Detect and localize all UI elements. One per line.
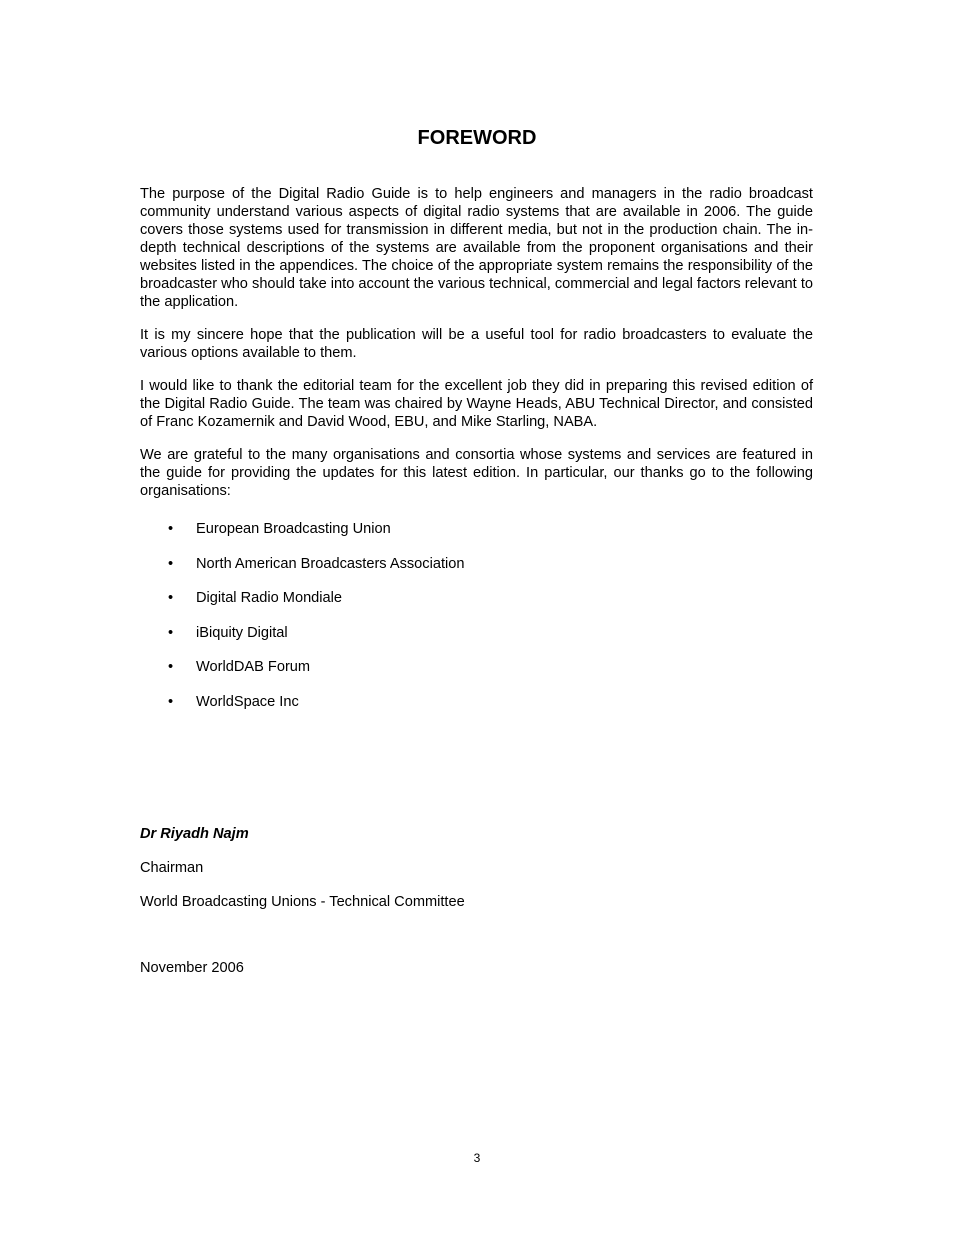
organisation-name: WorldDAB Forum — [196, 659, 311, 675]
document-date: November 2006 — [140, 960, 244, 976]
organisation-name: WorldSpace Inc — [196, 693, 299, 710]
paragraph-hope: It is my sincere hope that the publication will be a useful tool for radio broadcasters to evaluate the various options available to them. — [140, 327, 813, 361]
list-item — [140, 520, 813, 538]
organisation-list — [140, 520, 813, 711]
paragraph-thanks-organisations: We are grateful to the many organisations and consortia whose systems and services are featured in the guide for providing the updates for this latest edition. In particular, our thanks go to the following organisations: — [140, 447, 813, 499]
organisation-name: European Broadcasting Union — [196, 521, 391, 537]
bullet-icon: • — [168, 555, 174, 572]
bullet-icon: • — [168, 590, 174, 606]
bullet-icon: • — [168, 521, 174, 537]
paragraph-purpose: The purpose of the Digital Radio Guide is to help engineers and managers in the radio broadcast community understand various aspects of digital radio systems that are available in 2006. The guide covers those systems used for transmission in different media, but not in the production chain. The in-depth technical descriptions of the systems are available from the proponent organisations and their websites listed in the appendices. The choice of the appropriate system remains the responsibility of the broadcaster who should take into account the various technical, commercial and legal factors relevant to the application. — [140, 186, 813, 310]
page-number: 3 — [473, 1151, 481, 1165]
bullet-icon: • — [168, 693, 174, 710]
page-title: FOREWORD — [417, 127, 537, 150]
signatory-name: Dr Riyadh Najm — [140, 826, 249, 842]
foreword-body — [140, 185, 813, 727]
signatory-role: Chairman — [140, 860, 204, 876]
list-item — [140, 589, 813, 607]
bullet-icon: • — [168, 624, 174, 641]
paragraph-thanks-editorial: I would like to thank the editorial team for the excellent job they did in preparing this revised edition of the Digital Radio Guide. The team was chaired by Wayne Heads, ABU Technical Director, and consisted of Franc Kozamernik and David Wood, EBU, and Mike Starling, NABA. — [140, 378, 813, 430]
signatory-organisation: World Broadcasting Unions - Technical Committee — [140, 894, 465, 910]
organisation-name: Digital Radio Mondiale — [196, 590, 343, 606]
list-item — [140, 658, 813, 676]
list-item — [140, 693, 813, 711]
bullet-icon: • — [168, 659, 174, 675]
list-item — [140, 624, 813, 642]
organisation-name: iBiquity Digital — [196, 624, 288, 641]
organisation-name: North American Broadcasters Association — [196, 555, 465, 572]
list-item — [140, 555, 813, 573]
signature-block — [140, 825, 465, 927]
